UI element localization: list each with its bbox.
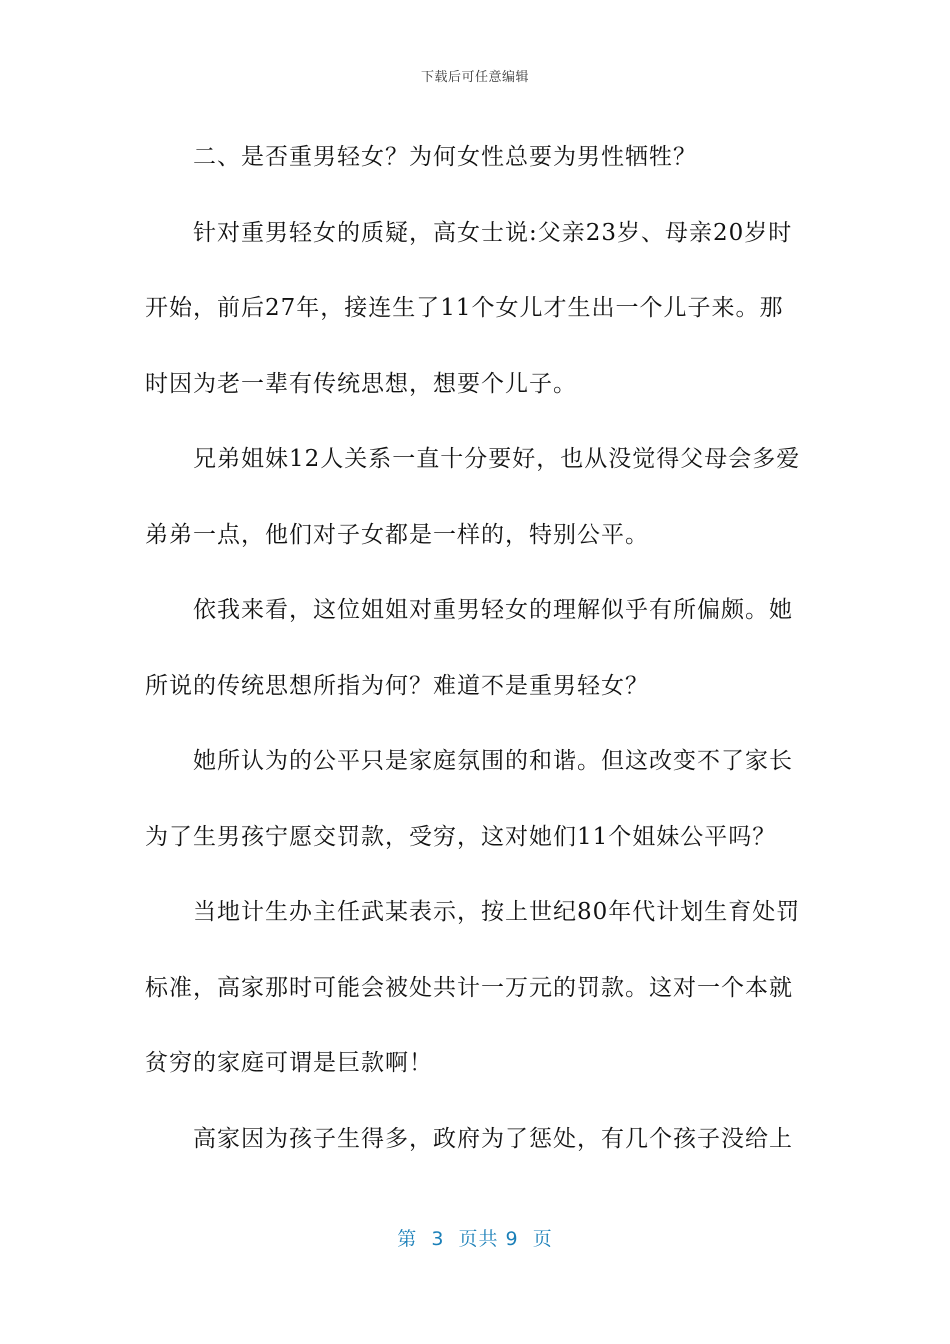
- text-line: 依我来看，这位姐姐对重男轻女的理解似乎有所偏颇。她: [193, 597, 793, 623]
- text-line: 时因为老一辈有传统思想，想要个儿子。: [145, 370, 577, 397]
- text-line: 弟弟一点，他们对子女都是一样的，特别公平。: [145, 521, 649, 548]
- text-line: 高家因为孩子生得多，政府为了惩处，有几个孩子没给上: [193, 1125, 793, 1152]
- text-line: 标准，高家那时可能会被处共计一万元的罚款。这对一个本就: [145, 974, 793, 1001]
- text-line: 她所认为的公平只是家庭氛围的和谐。但这改变不了家长: [193, 748, 793, 774]
- body-text: [145, 120, 810, 1177]
- text-line: 二、是否重男轻女？为何女性总要为男性牺牲？: [193, 144, 697, 170]
- page-footer: 第 3 页共 9 页: [397, 1228, 553, 1250]
- text-line: 开始，前后27年，接连生了11个女儿才生出一个儿子来。那: [145, 295, 784, 321]
- text-line: 兄弟姐妹12人关系一直十分要好，也从没觉得父母会多爱: [193, 446, 801, 472]
- text-line: 针对重男轻女的质疑，高女士说:父亲23岁、母亲20岁时: [193, 219, 793, 246]
- page-header: 下载后可任意编辑: [420, 70, 529, 85]
- text-line: 贫穷的家庭可谓是巨款啊！: [145, 1050, 433, 1076]
- text-line: 所说的传统思想所指为何？难道不是重男轻女？: [145, 672, 649, 699]
- text-line: 为了生男孩宁愿交罚款，受穷，这对她们11个姐妹公平吗？: [145, 823, 777, 850]
- text-line: 当地计生办主任武某表示，按上世纪80年代计划生育处罚: [193, 899, 801, 925]
